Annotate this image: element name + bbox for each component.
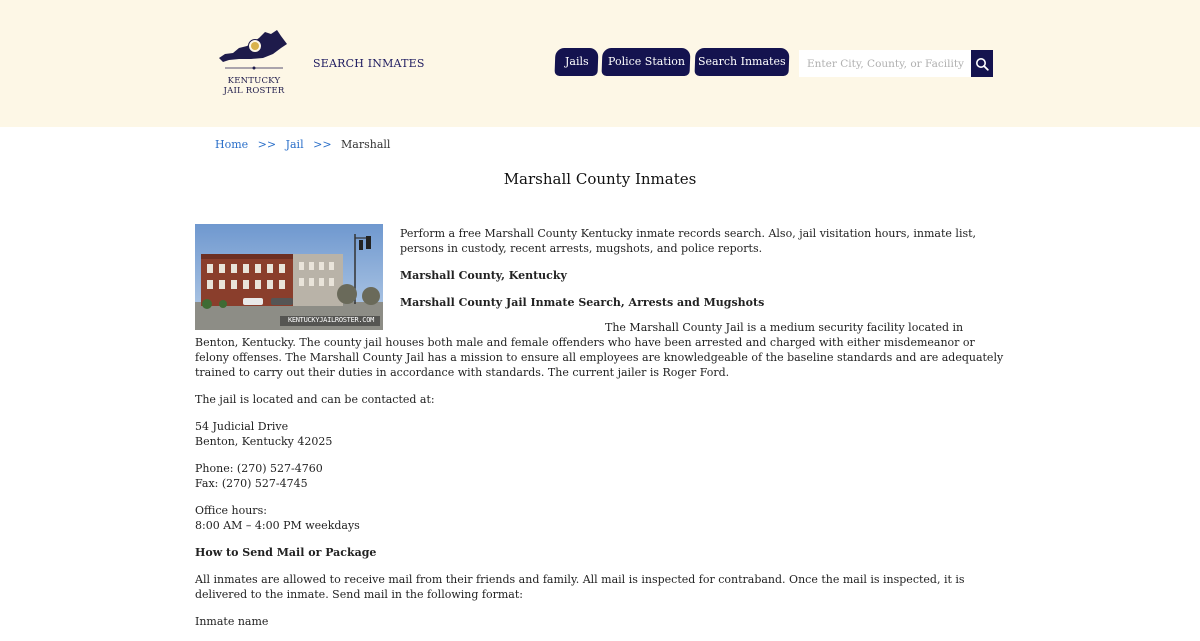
nav-jails-button[interactable]: [555, 48, 599, 76]
jail-building-photo: [195, 224, 383, 330]
breadcrumb: [215, 138, 390, 151]
nav-police-station-button[interactable]: [602, 48, 691, 76]
search-inmates-link[interactable]: SEARCH INMATES: [313, 57, 425, 70]
search-icon: [975, 57, 989, 71]
logo-line-1: KENTUCKY: [227, 76, 281, 86]
search-button[interactable]: [971, 50, 993, 77]
mail-heading: How to Send Mail or Package: [195, 546, 377, 559]
site-logo[interactable]: [215, 28, 293, 100]
breadcrumb-separator: >>: [313, 138, 332, 151]
nav-jails-label: Jails: [564, 55, 589, 68]
mail-paragraph: All inmates are allowed to receive mail from their friends and family. All mail is inspected for contraband. Once the mail is inspected, it is delivered to the inmate. Send mail in the following format:: [195, 573, 965, 601]
hours-value: 8:00 AM – 4:00 PM weekdays: [195, 519, 360, 532]
nav-search-inmates-button[interactable]: [695, 48, 790, 76]
photo-watermark: KENTUCKYJAILROSTER.COM: [287, 316, 375, 324]
logo-text: [215, 76, 293, 96]
address-line-2: Benton, Kentucky 42025: [195, 435, 333, 448]
address-block: [195, 419, 1005, 449]
breadcrumb-current: Marshall: [341, 138, 391, 151]
facility-search-input[interactable]: [799, 50, 971, 77]
mail-format-line: Inmate name: [195, 615, 269, 628]
hours-block: [195, 503, 1005, 533]
fax-number: Fax: (270) 527-4745: [195, 477, 308, 490]
phone-number: Phone: (270) 527-4760: [195, 462, 323, 475]
kentucky-map-icon: [215, 28, 293, 74]
phone-block: [195, 461, 1005, 491]
contact-intro: The jail is located and can be contacted at:: [195, 393, 435, 406]
intro-paragraph: Perform a free Marshall County Kentucky inmate records search. Also, jail visitation hours, inmate list, persons in custody, recent arrests, mugshots, and police reports.: [400, 227, 977, 255]
description-text: The Marshall County Jail is a medium security facility located in Benton, Kentucky. The county jail houses both male and female offenders who have been arrested and charged with either misdemeanor or felony offenses. The Marshall County Jail has a mission to ensure all employees are knowledgeable of the baseline standards and are adequately trained to carry out their duties in accordance with standards. The current jailer is Roger Ford.: [195, 321, 1004, 379]
breadcrumb-home-link[interactable]: Home: [215, 138, 249, 151]
search-heading: Marshall County Jail Inmate Search, Arrests and Mugshots: [400, 296, 765, 309]
logo-line-2: JAIL ROSTER: [223, 86, 285, 96]
page-title: Marshall County Inmates: [503, 170, 697, 188]
site-header: [0, 0, 1200, 127]
main-content: [195, 224, 1005, 641]
hours-label: Office hours:: [195, 504, 267, 517]
address-line-1: 54 Judicial Drive: [195, 420, 289, 433]
nav-search-inmates-label: Search Inmates: [698, 55, 786, 68]
location-heading: Marshall County, Kentucky: [400, 269, 567, 282]
nav-police-station-label: Police Station: [607, 55, 685, 68]
breadcrumb-jail-link[interactable]: Jail: [285, 138, 304, 151]
breadcrumb-separator: >>: [257, 138, 277, 151]
